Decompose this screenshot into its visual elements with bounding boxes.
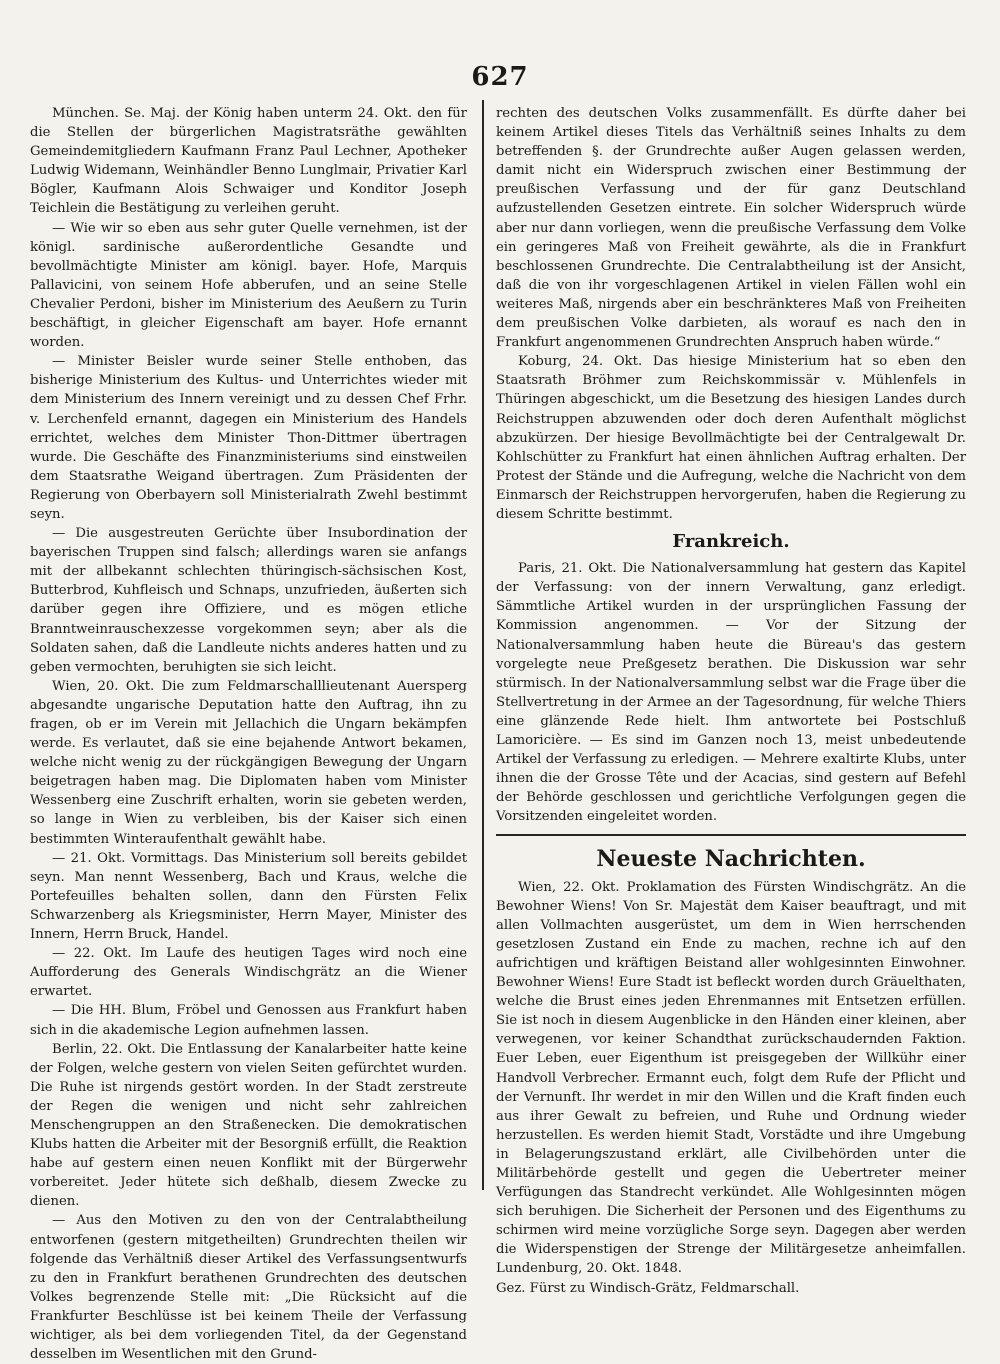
page-number: 627 xyxy=(471,62,529,92)
article-berlin-grundrechte: — Aus den Motiven zu den von der Centralabtheilung entworfenen (gestern mitgetheilten) Grundrechten theilen wir folgende das Verhältniß dieser Artikel des Verfassungsentwurfs zu den in Frankfurt berathenen Grundrechten des deutschen Volkes begrenzende Stelle mit: „Die Rücksicht auf die Frankfurter Beschlüsse ist bei keinem Theile der Verfassung wichtiger, als bei dem vorliegenden Titel, da der Gegenstand desselben im Wesentlichen mit den Grund- xyxy=(30,1213,467,1363)
article-wien-proklamation: Wien, 22. Okt. Proklamation des Fürsten Windischgrätz. An die Bewohner Wiens! Von Sr. Majestät dem Kaiser beauftragt, und mit allen Vollmachten ausgerüstet, um dem in Wien herrschenden gesetzlosen Zustand ein Ende zu machen, rechne ich auf den aufrichtigen und kräftigen Beistand aller wohlgesinnten Einwohner. Bewohner Wiens! Eure Stadt ist befleckt worden durch Gräuelthaten, welche die Brust eines jeden Ehrenmannes mit Entsetzen erfüllen. Sie ist noch in diesem Augenblicke in den Händen einer kleinen, aber verwegenen, vor keiner Schandthat zurückschaudernden Faktion. Euer Leben, euer Eigenthum ist preisgegeben der Willkühr einer Handvoll Verbrecher. Ermannt euch, folgt dem Rufe der Pflicht und der Vernunft. Ihr werdet in mir den Willen und die Kraft finden euch aus ihrer Gewalt zu befreien, und Ruhe und Ordnung wieder herzustellen. Es werden hiemit Stadt, Vorstädte und ihre Umgebung in Belagerungszustand erklärt, alle Civilbehörden unter die Militärbehörde gestellt und gegen die Uebertreter meiner Verfügungen das Standrecht verkündet. Alle Wohlgesinnten mögen sich beruhigen. Die Sicherheit der Personen und des Eigenthums zu schirmen wird meine vorzügliche Sorge seyn. Dagegen aber werden die Widerspenstigen der Strenge der Militärgesetze anheimfallen. Lundenburg, 20. Okt. 1848. xyxy=(496,879,966,1277)
article-muenchen-pallavicini: — Wie wir so eben aus sehr guter Quelle vernehmen, ist der königl. sardinische außerordentliche Gesandte und bevollmächtigte Minister am königl. bayer. Hofe, Marquis Pallavicini, von seinem Hofe abberufen, und an seine Stelle Chevalier Perdoni, bisher im Ministerium des Aeußern zu Turin beschäftigt, in gleicher Eigenschaft am bayer. Hofe ernannt worden. xyxy=(30,220,467,351)
left-column xyxy=(30,104,467,1363)
section-heading-frankreich: Frankreich. xyxy=(672,531,790,553)
column-divider xyxy=(482,100,484,1190)
article-muenchen-truppen: — Die ausgestreuten Gerüchte über Insubordination der bayerischen Truppen sind falsch; allerdings waren sie anfangs mit der allbekannt schlechten thüringisch-sächsischen Kost, Butterbrod, Kuhfleisch und Schnaps, unzufrieden, äußerten sich darüber gegen ihre Offiziere, und es mögen etliche Branntweinrauschexzesse vorgekommen seyn; aber als die Soldaten sahen, daß die Landleute nichts anderes hatten und zu geben vermochten, beruhigten sie sich leicht. xyxy=(30,526,467,675)
article-wien-22: — 22. Okt. Im Laufe des heutigen Tages wird noch eine Aufforderung des Generals Windischgrätz an die Wiener erwartet. xyxy=(30,946,467,1000)
section-divider xyxy=(496,834,966,836)
article-wien-20: Wien, 20. Okt. Die zum Feldmarschalllieutenant Auersperg abgesandte ungarische Deputation hatte den Auftrag, ihn zu fragen, ob er im Verein mit Jellachich die Ungarn bekämpfen werde. Es verlautet, daß sie eine bejahende Antwort bekamen, welche nicht wenig zu der rückgängigen Bewegung der Ungarn beigetragen haben mag. Die Diplomaten haben vom Minister Wessenberg eine Zuschrift erhalten, worin sie gebeten werden, so lange in Wien zu verbleiben, bis der Kaiser sich einen bestimmten Winteraufenthalt gewählt habe. xyxy=(30,678,467,847)
article-wien-blum: — Die HH. Blum, Fröbel und Genossen aus Frankfurt haben sich in die akademische Legion aufnehmen lassen. xyxy=(30,1003,467,1038)
article-koburg: Koburg, 24. Okt. Das hiesige Ministerium hat so eben den Staatsrath Bröhmer zum Reichskommissär v. Mühlenfels in Thüringen abgeschickt, um die Besetzung des hiesigen Landes durch Reichstruppen abzuwenden oder doch deren Aufenthalt möglichst abzukürzen. Der hiesige Bevollmächtigte bei der Centralgewalt Dr. Kohlschütter zu Frankfurt hat einen ähnlichen Auftrag erhalten. Der Protest der Stände und die Aufregung, welche die Nachricht von dem Einmarsch der Reichstruppen hervorgerufen, haben die Regierung zu diesem Schritte bestimmt. xyxy=(496,354,966,522)
article-wien-21: — 21. Okt. Vormittags. Das Ministerium soll bereits gebildet seyn. Man nennt Wessenberg, Bach und Kraus, welche die Portefeuilles behalten sollen, dann den Fürsten Felix Schwarzenberg als Kriegsminister, Herrn Mayer, Minister des Innern, Herrn Bruck, Handel. xyxy=(30,850,467,943)
article-berlin: Berlin, 22. Okt. Die Entlassung der Kanalarbeiter hatte keine der Folgen, welche gestern von vielen Seiten gefürchtet wurden. Die Ruhe ist nirgends gestört worden. In der Stadt zerstreute der Regen die wenigen und nicht sehr zahlreichen Menschengruppen an den Straßenecken. Die demokratischen Klubs hatten die Arbeiter mit der Besorgniß erfüllt, die Reaktion habe auf gestern einen neuen Konflikt mit der Bürgerwehr vorbereitet. Jeder hütete sich deßhalb, diesem Zwecke zu dienen. xyxy=(30,1041,467,1210)
article-grundrechte-continued: rechten des deutschen Volks zusammenfällt. Es dürfte daher bei keinem Artikel dieses Titels das Verhältniß seines Inhalts zu dem betreffenden §. der Grundrechte außer Augen gelassen werden, damit nicht ein Widerspruch zwischen einer Bestimmung der preußischen Verfassung und der für ganz Deutschland aufzustellenden Gesetzen eintrete. Ein solcher Widerspruch würde aber nur dann vorliegen, wenn die preußische Verfassung dem Volke ein geringeres Maß von Freiheit gewährte, als die in Frankfurt beschlossenen Grundrechte. Die Centralabtheilung ist der Ansicht, daß die von ihr vorgeschlagenen Artikel in vielen Fällen wohl ein weiteres Maß, nirgends aber ein beschränkteres Maß von Freiheiten dem preußischen Volke darbieten, als worauf es nach den in Frankfurt angenommenen Grundrechten Anspruch haben würde.“ xyxy=(496,106,966,351)
article-paris: Paris, 21. Okt. Die Nationalversammlung hat gestern das Kapitel der Verfassung: von der innern Verwaltung, ganz erledigt. Sämmtliche Artikel wurden in der ursprünglichen Fassung der Kommission angenommen. — Vor der Sitzung der Nationalversammlung haben heute die Büreau's das gestern vorgelegte neue Preßgesetz berathen. Die Diskussion war sehr stürmisch. In der Nationalversammlung selbst war die Frage über die Stellvertretung in der Armee an der Tagesordnung, für welche Thiers eine glänzende Rede hielt. Ihm antwortete bei Postschluß Lamoricière. — Es sind im Ganzen noch 13, meist unbedeutende Artikel der Verfassung zu erledigen. — Mehrere exaltirte Klubs, unter ihnen die der Grosse Tête und der Acacias, sind gestern auf Befehl der Behörde geschlossen und gerichtliche Verfolgungen gegen die Vorsitzenden eingeleitet worden. xyxy=(496,561,966,825)
signature-line: Gez. Fürst zu Windisch-Grätz, Feldmarschall. xyxy=(496,1280,800,1296)
section-heading-neueste-nachrichten: Neueste Nachrichten. xyxy=(596,846,866,873)
right-column xyxy=(496,104,966,1296)
article-muenchen: München. Se. Maj. der König haben unterm 24. Okt. den für die Stellen der bürgerlichen Magistratsräthe gewählten Gemeindemitgliedern Kaufmann Franz Paul Lechner, Apotheker Ludwig Widemann, Weinhändler Benno Lunglmair, Privatier Karl Bögler, Kaufmann Alois Schwaiger und Konditor Joseph Teichlein die Bestätigung zu verleihen geruht. xyxy=(30,106,467,217)
article-muenchen-beisler: — Minister Beisler wurde seiner Stelle enthoben, das bisherige Ministerium des Kultus- und Unterrichtes wieder mit dem Ministerium des Innern vereinigt und zu dessen Chef Frhr. v. Lerchenfeld ernannt, dagegen ein Ministerium des Handels errichtet, welches dem Minister Thon-Dittmer übertragen wurde. Die Geschäfte des Finanzministeriums sind einstweilen dem Staatsrathe Weigand übertragen. Zum Präsidenten der Regierung von Oberbayern soll Ministerialrath Zwehl bestimmt seyn. xyxy=(30,354,467,522)
